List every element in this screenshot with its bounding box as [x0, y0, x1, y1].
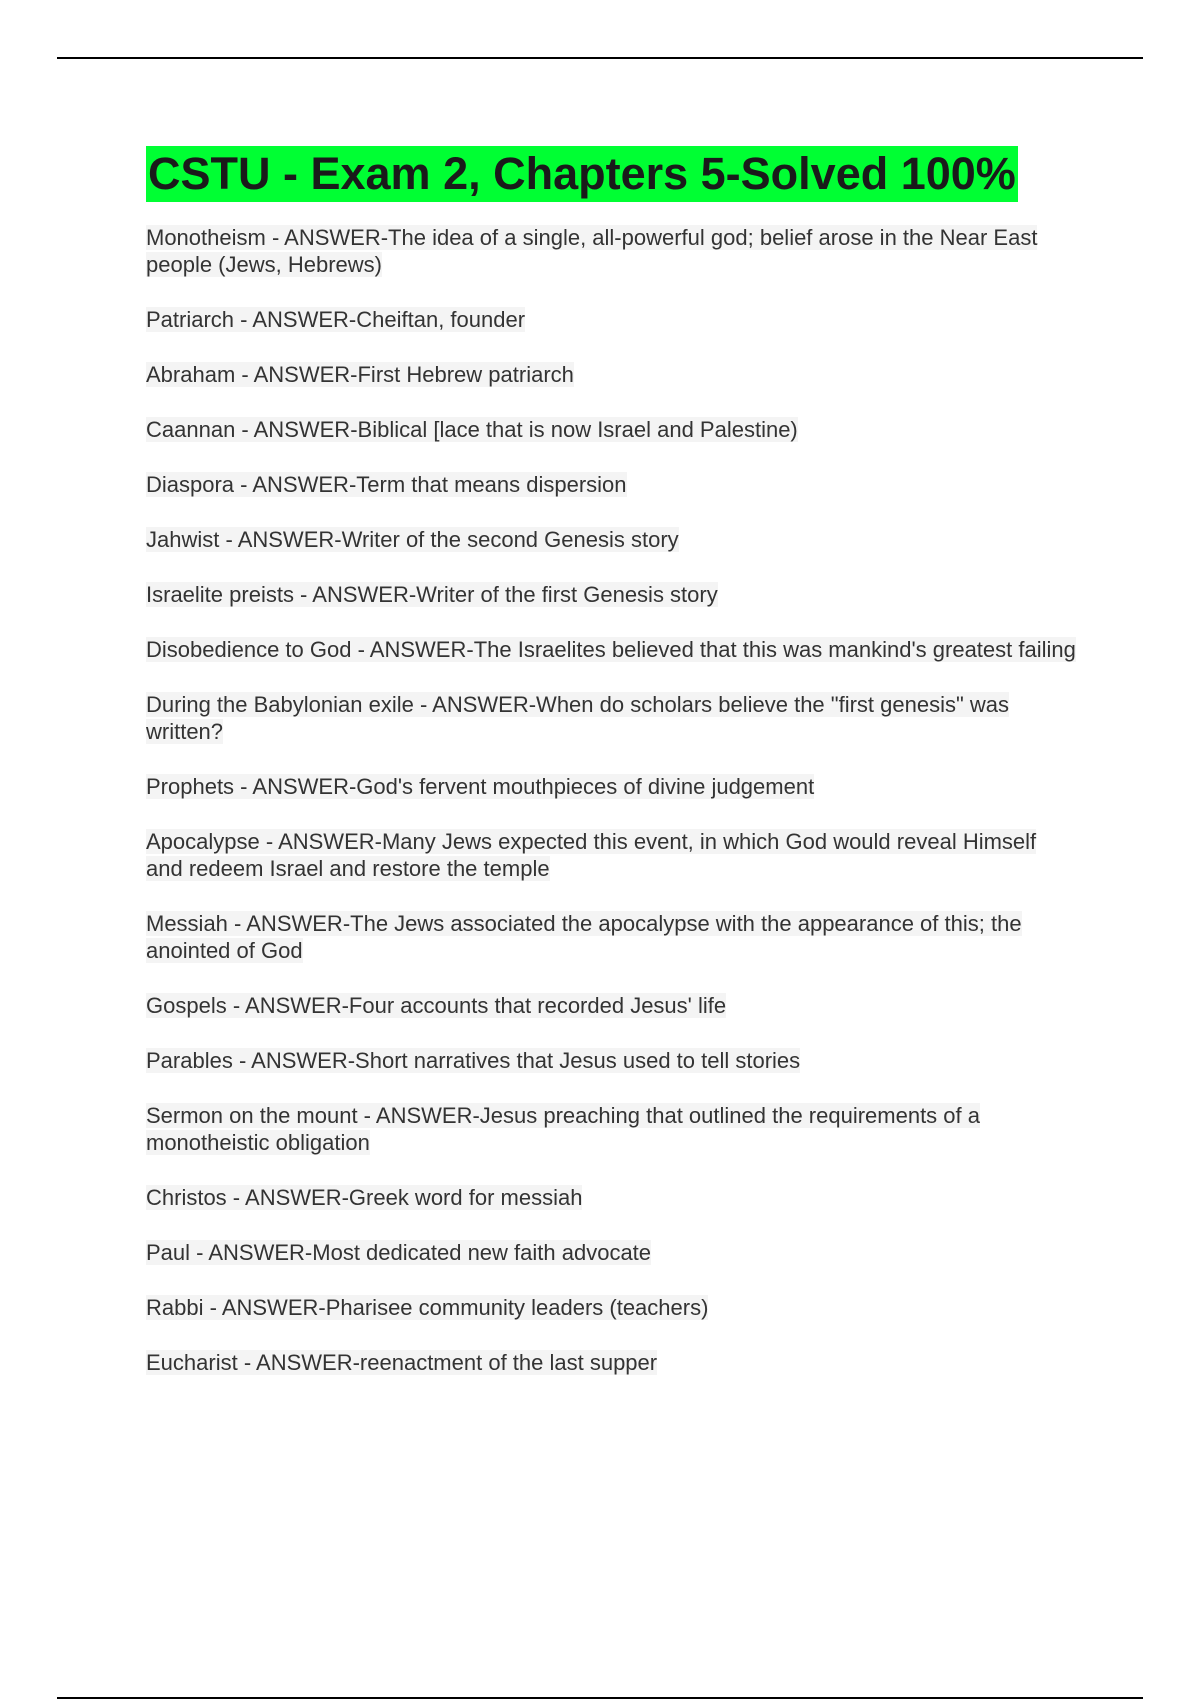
qa-item-text: Christos - ANSWER-Greek word for messiah	[146, 1185, 583, 1210]
qa-item-text: Parables - ANSWER-Short narratives that Jesus used to tell stories	[146, 1048, 801, 1073]
qa-item	[146, 1047, 1076, 1074]
qa-item-text: Rabbi - ANSWER-Pharisee community leaders (teachers)	[146, 1295, 709, 1320]
qa-item-text: Apocalypse - ANSWER-Many Jews expected this event, in which God would reveal Himself and redeem Israel and restore the temple	[146, 829, 1037, 881]
qa-item-text: Messiah - ANSWER-The Jews associated the apocalypse with the appearance of this; the anointed of God	[146, 911, 1022, 963]
qa-item	[146, 1102, 1076, 1156]
qa-item-text: Patriarch - ANSWER-Cheiftan, founder	[146, 307, 526, 332]
qa-item	[146, 416, 1076, 443]
qa-item	[146, 526, 1076, 553]
page-title: CSTU - Exam 2, Chapters 5-Solved 100%	[146, 146, 1018, 202]
qa-item	[146, 1184, 1076, 1211]
qa-item	[146, 361, 1076, 388]
qa-item	[146, 581, 1076, 608]
qa-item-text: Sermon on the mount - ANSWER-Jesus preaching that outlined the requirements of a monotheistic obligation	[146, 1103, 980, 1155]
qa-item-text: Paul - ANSWER-Most dedicated new faith advocate	[146, 1240, 652, 1265]
qa-item	[146, 828, 1076, 882]
qa-item-text: Prophets - ANSWER-God's fervent mouthpieces of divine judgement	[146, 774, 815, 799]
qa-item	[146, 471, 1076, 498]
qa-list	[146, 224, 1076, 1376]
qa-item	[146, 773, 1076, 800]
qa-item-text: Monotheism - ANSWER-The idea of a single, all-powerful god; belief arose in the Near East people (Jews, Hebrews)	[146, 225, 1038, 277]
qa-item	[146, 691, 1076, 745]
top-rule	[57, 57, 1143, 59]
bottom-rule	[57, 1697, 1143, 1699]
qa-item	[146, 224, 1076, 278]
qa-item-text: Gospels - ANSWER-Four accounts that recorded Jesus' life	[146, 993, 727, 1018]
qa-item-text: Israelite preists - ANSWER-Writer of the first Genesis story	[146, 582, 718, 607]
qa-item-text: Jahwist - ANSWER-Writer of the second Genesis story	[146, 527, 679, 552]
qa-item	[146, 992, 1076, 1019]
qa-item	[146, 1349, 1076, 1376]
qa-item-text: Caannan - ANSWER-Biblical [lace that is now Israel and Palestine)	[146, 417, 798, 442]
qa-item-text: Diaspora - ANSWER-Term that means dispersion	[146, 472, 627, 497]
qa-item	[146, 1294, 1076, 1321]
qa-item-text: Disobedience to God - ANSWER-The Israelites believed that this was mankind's greatest failing	[146, 637, 1076, 662]
qa-item	[146, 1239, 1076, 1266]
qa-item	[146, 910, 1076, 964]
qa-item	[146, 306, 1076, 333]
qa-item-text: Abraham - ANSWER-First Hebrew patriarch	[146, 362, 574, 387]
qa-item	[146, 636, 1076, 663]
document-body	[146, 146, 1076, 1404]
qa-item-text: During the Babylonian exile - ANSWER-When do scholars believe the "first genesis" was written?	[146, 692, 1010, 744]
qa-item-text: Eucharist - ANSWER-reenactment of the last supper	[146, 1350, 658, 1375]
